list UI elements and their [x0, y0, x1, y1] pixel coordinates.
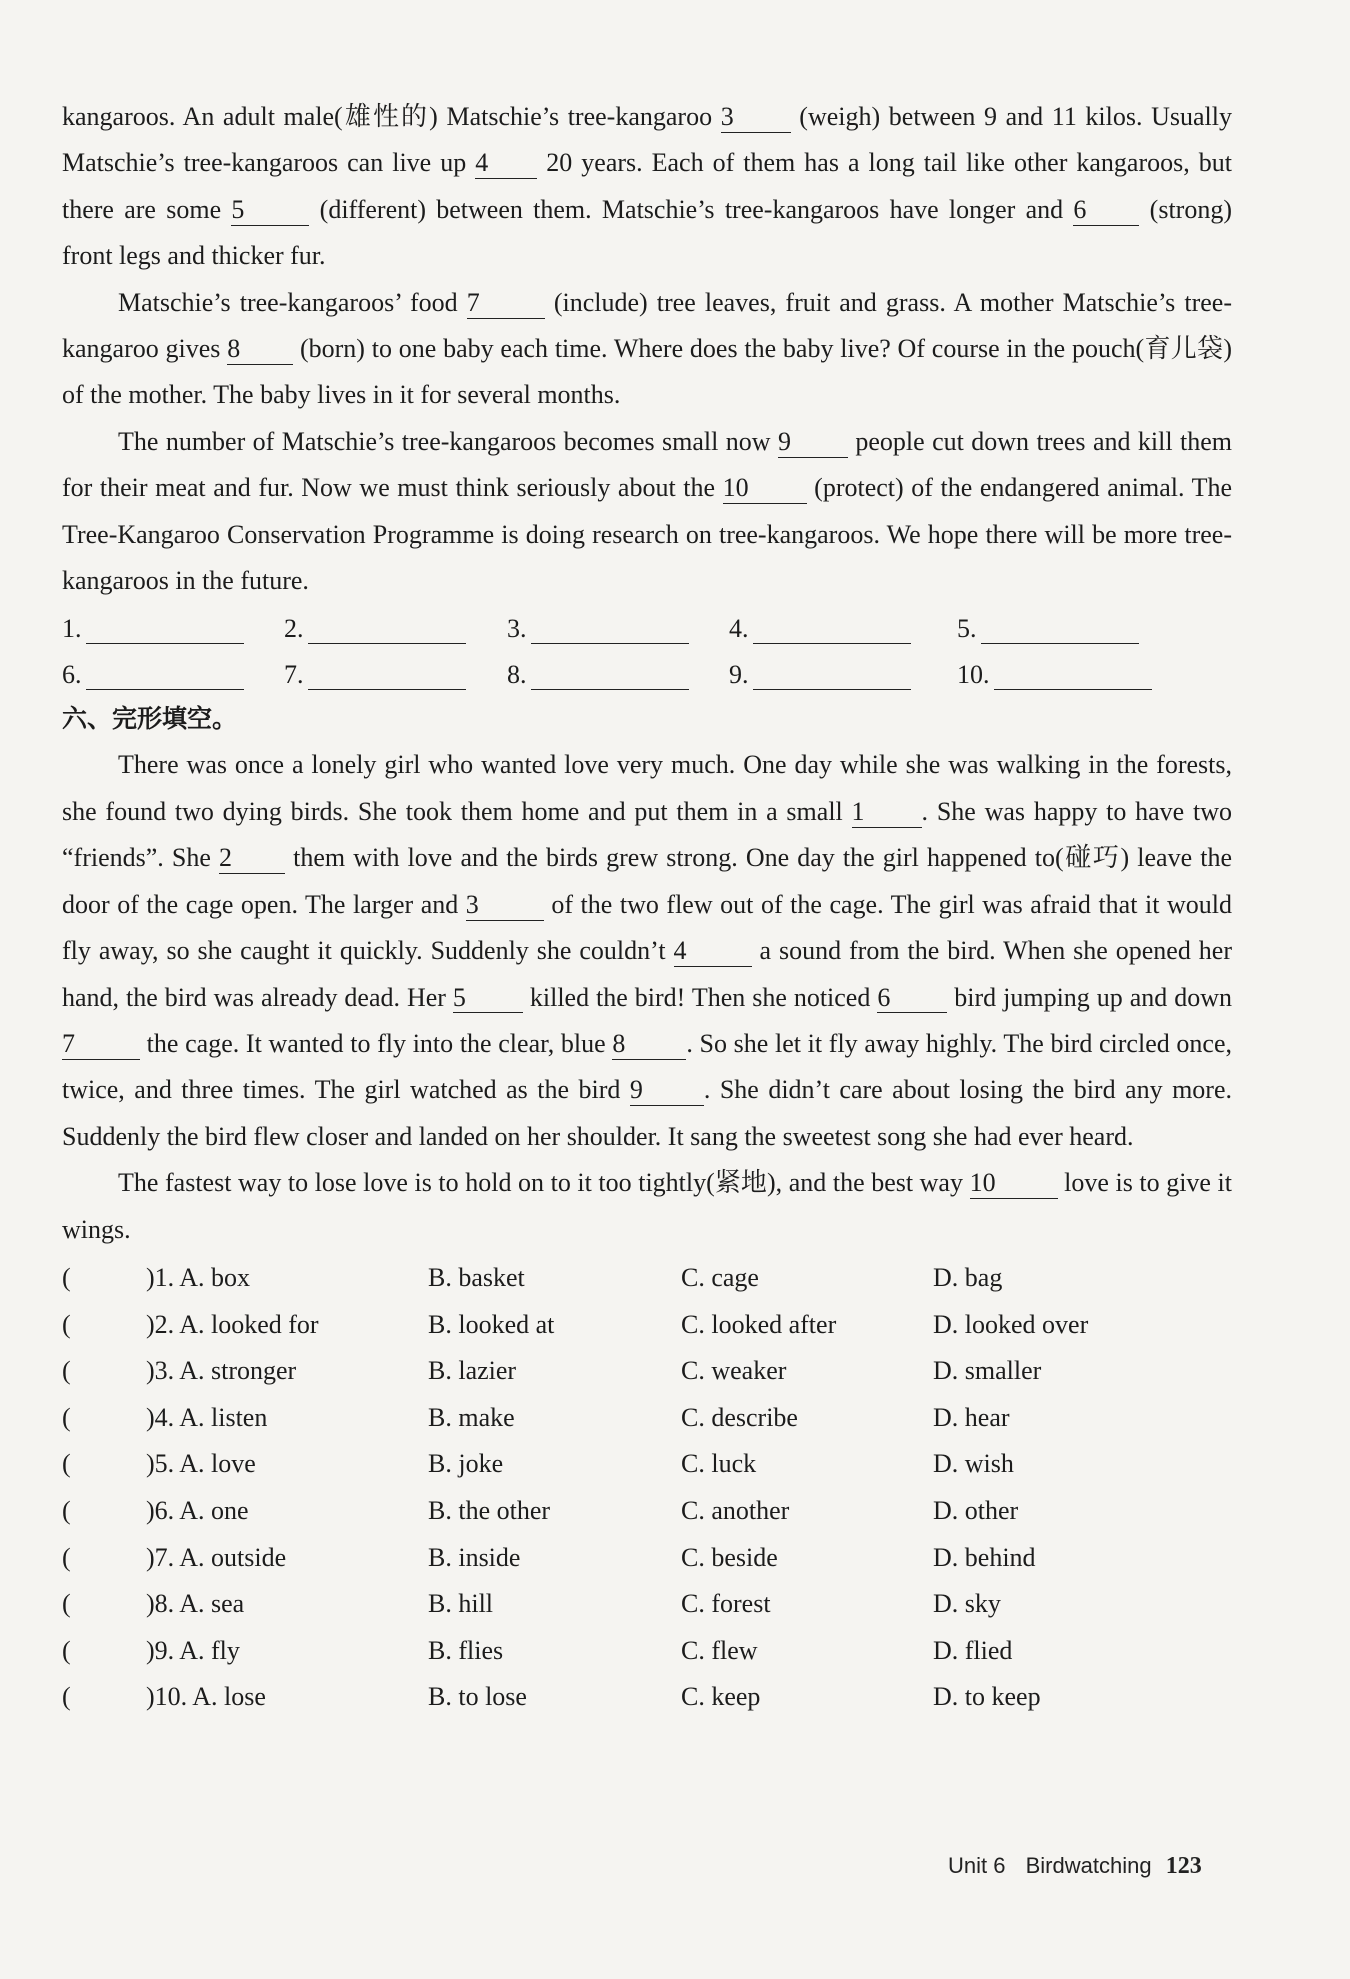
paragraph-text: (include) tree leaves, fruit and grass. A mother Matschie’s tree-kangaroo gives: [62, 287, 1232, 364]
options-list: [62, 1257, 1232, 1723]
answer-row-1: [62, 604, 1232, 650]
option-d: D. wish: [933, 1449, 1014, 1479]
option-a: )6. A. one: [146, 1495, 249, 1525]
blank-7[interactable]: 7: [467, 288, 545, 319]
paragraph-text: people cut down trees and kill them for their meat and fur. Now we must think seriously about the: [62, 426, 1232, 503]
question-row: [62, 1537, 1232, 1584]
blank-8[interactable]: 8: [227, 334, 293, 365]
question-row: [62, 1583, 1232, 1630]
blank-3[interactable]: 3: [721, 102, 791, 133]
blank-6[interactable]: 6: [1073, 195, 1139, 226]
blank-5[interactable]: 5: [453, 983, 523, 1014]
answer-line[interactable]: [994, 659, 1152, 690]
option-b: B. hill: [428, 1589, 494, 1619]
paragraph-text: of the two flew out of the cage. The girl was afraid that it would fly away, so she caught it quickly. Suddenly she couldn’t: [62, 889, 1232, 966]
option-d: D. sky: [933, 1589, 1001, 1619]
question-row: [62, 1630, 1232, 1677]
option-b: B. to lose: [428, 1682, 527, 1712]
cloze-paragraph: [62, 1160, 1232, 1253]
option-b: B. joke: [428, 1449, 504, 1479]
blank-4[interactable]: 4: [674, 936, 752, 967]
answer-number: 10.: [957, 660, 990, 690]
answer-number: 7.: [284, 660, 304, 690]
question-row: [62, 1397, 1232, 1444]
paragraph-text: killed the bird! Then she noticed: [522, 982, 878, 1012]
answer-number: 2.: [284, 614, 304, 644]
question-row: [62, 1676, 1232, 1723]
answer-line[interactable]: [753, 659, 911, 690]
option-b: B. lazier: [428, 1356, 517, 1386]
option-c: C. cage: [681, 1262, 759, 1292]
footer-title: Birdwatching: [1025, 1853, 1152, 1878]
blank-4[interactable]: 4: [475, 148, 537, 179]
option-b: B. the other: [428, 1495, 551, 1525]
option-a: )10. A. lose: [146, 1682, 266, 1712]
paragraph-text: The number of Matschie’s tree-kangaroos becomes small now: [118, 426, 778, 456]
paragraph-text: (strong) front legs and thicker fur.: [62, 194, 1232, 271]
answer-paren[interactable]: (: [62, 1682, 71, 1712]
paragraph-text: the cage. It wanted to fly into the clear, blue: [140, 1028, 613, 1058]
paragraph-text: (weigh) between 9 and 11 kilos. Usually Matschie’s tree-kangaroos can live up: [62, 102, 1232, 178]
option-c: C. beside: [681, 1542, 778, 1572]
answer-line[interactable]: [531, 613, 689, 644]
option-a: )1. A. box: [146, 1262, 250, 1292]
paragraph-text: (protect) of the endangered animal. The Tree-Kangaroo Conservation Programme is doing research on tree-kangaroos. We hope there will be more tree-kangaroos in the future.: [62, 473, 1233, 596]
section-title: 六、完形填空。: [62, 704, 238, 734]
option-a: )8. A. sea: [146, 1589, 245, 1619]
option-a: )4. A. listen: [146, 1402, 268, 1432]
answer-paren[interactable]: (: [62, 1589, 71, 1619]
option-c: C. weaker: [681, 1356, 787, 1386]
answer-number: 6.: [62, 660, 82, 690]
option-c: C. flew: [681, 1635, 758, 1665]
answer-line[interactable]: [86, 659, 244, 690]
paragraph-text: . She didn’t care about losing the bird any more. Suddenly the bird flew closer and landed on her shoulder. It sang the sweetest song she had ever heard.: [62, 1075, 1232, 1151]
paragraph-text: (different) between them. Matschie’s tree-kangaroos have longer and: [309, 194, 1074, 224]
top-paragraph: [62, 280, 1232, 419]
passage-top-paragraphs: [62, 94, 1232, 604]
footer-unit: Unit 6: [948, 1853, 1006, 1878]
answer-paren[interactable]: (: [62, 1635, 71, 1665]
option-b: B. basket: [428, 1262, 525, 1292]
answer-line[interactable]: [981, 613, 1139, 644]
answer-line[interactable]: [86, 613, 244, 644]
question-row: [62, 1304, 1232, 1351]
paragraph-text: love is to give it wings.: [62, 1168, 1232, 1244]
paragraph-text: a sound from the bird. When she opened her hand, the bird was already dead. Her: [62, 936, 1232, 1012]
blank-6[interactable]: 6: [877, 983, 947, 1014]
answer-number: 3.: [507, 614, 527, 644]
option-d: D. looked over: [933, 1309, 1089, 1339]
blank-3[interactable]: 3: [466, 890, 544, 921]
option-b: B. flies: [428, 1635, 504, 1665]
option-a: )2. A. looked for: [146, 1309, 319, 1339]
blank-9[interactable]: 9: [630, 1075, 704, 1106]
question-row: [62, 1490, 1232, 1537]
answer-number: 1.: [62, 614, 82, 644]
option-c: C. luck: [681, 1449, 757, 1479]
paragraph-text: 20 years. Each of them has a long tail like other kangaroos, but there are some: [62, 148, 1232, 224]
page-number: 123: [1165, 1853, 1202, 1879]
answer-paren[interactable]: (: [62, 1309, 71, 1339]
option-d: D. smaller: [933, 1356, 1042, 1386]
option-c: C. another: [681, 1495, 790, 1525]
option-b: B. inside: [428, 1542, 521, 1572]
question-row: [62, 1257, 1232, 1304]
answer-number: 9.: [729, 660, 749, 690]
answer-line[interactable]: [308, 613, 466, 644]
cloze-passage: [62, 742, 1232, 1252]
option-c: C. keep: [681, 1682, 761, 1712]
option-d: D. bag: [933, 1262, 1003, 1292]
option-a: )3. A. stronger: [146, 1356, 297, 1386]
question-row: [62, 1350, 1232, 1397]
paragraph-text: There was once a lonely girl who wanted love very much. One day while she was walking in the forests, she found two dying birds. She took them home and put them in a small: [62, 750, 1232, 826]
blank-2[interactable]: 2: [219, 843, 285, 874]
answer-paren[interactable]: (: [62, 1262, 71, 1292]
option-d: D. behind: [933, 1542, 1036, 1572]
top-paragraph: [62, 94, 1232, 280]
option-a: )7. A. outside: [146, 1542, 287, 1572]
answer-paren[interactable]: (: [62, 1495, 71, 1525]
option-c: C. describe: [681, 1402, 798, 1432]
blank-9[interactable]: 9: [778, 427, 848, 458]
answer-paren[interactable]: (: [62, 1449, 71, 1479]
blank-8[interactable]: 8: [612, 1029, 686, 1060]
paragraph-text: The fastest way to lose love is to hold on to it too tightly(紧地), and the best way: [118, 1168, 970, 1198]
top-paragraph: [62, 419, 1232, 605]
answer-number: 4.: [729, 614, 749, 644]
option-a: )5. A. love: [146, 1449, 256, 1479]
option-d: D. hear: [933, 1402, 1010, 1432]
answer-paren[interactable]: (: [62, 1356, 71, 1386]
blank-7[interactable]: 7: [62, 1029, 140, 1060]
answer-number: 8.: [507, 660, 527, 690]
question-row: [62, 1443, 1232, 1490]
paragraph-text: (born) to one baby each time. Where does the baby live? Of course in the pouch(育儿袋) of the mother. The baby lives in it for several months.: [62, 334, 1232, 410]
option-d: D. flied: [933, 1635, 1013, 1665]
paragraph-text: . She was happy to have two “friends”. She: [62, 796, 1232, 873]
option-c: C. looked after: [681, 1309, 837, 1339]
paragraph-text: . So she let it fly away highly. The bird circled once, twice, and three times. The girl watched as the bird: [62, 1028, 1232, 1105]
cloze-paragraph: [62, 742, 1232, 1160]
blank-10[interactable]: 10: [723, 473, 807, 504]
answer-line[interactable]: [308, 659, 466, 690]
page-footer: [948, 1853, 1202, 1880]
blank-5[interactable]: 5: [231, 195, 309, 226]
answer-line[interactable]: [531, 659, 689, 690]
blank-1[interactable]: 1: [852, 797, 922, 828]
answer-number: 5.: [957, 614, 977, 644]
passage-top: [62, 94, 1232, 1723]
option-b: B. looked at: [428, 1309, 555, 1339]
blank-10[interactable]: 10: [970, 1168, 1058, 1199]
option-d: D. to keep: [933, 1682, 1041, 1712]
paragraph-text: kangaroos. An adult male(雄性的) Matschie’s tree-kangaroo: [62, 102, 721, 131]
option-a: )9. A. fly: [146, 1635, 240, 1665]
answer-line[interactable]: [753, 613, 911, 644]
option-b: B. make: [428, 1402, 515, 1432]
paragraph-text: Matschie’s tree-kangaroos’ food: [118, 287, 467, 317]
answer-paren[interactable]: (: [62, 1402, 71, 1432]
paragraph-text: bird jumping up and down: [947, 982, 1232, 1012]
answer-row-2: [62, 650, 1232, 696]
answer-lines: [62, 604, 1232, 696]
paragraph-text: them with love and the birds grew strong. One day the girl happened to(碰巧) leave the door of the cage open. The larger and: [62, 843, 1232, 919]
option-c: C. forest: [681, 1589, 771, 1619]
answer-paren[interactable]: (: [62, 1542, 71, 1572]
option-d: D. other: [933, 1495, 1019, 1525]
